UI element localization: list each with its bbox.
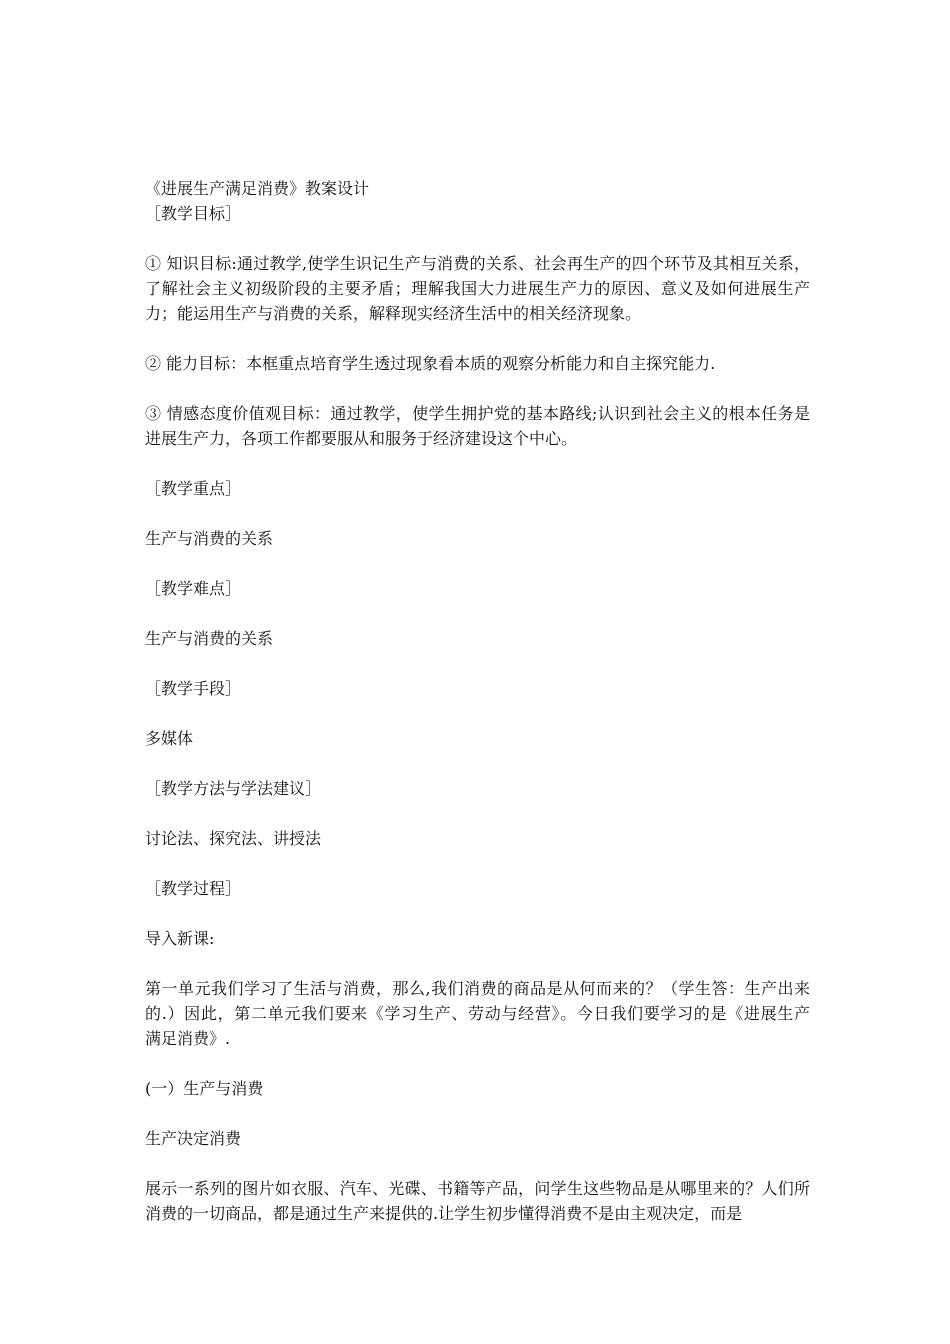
- spacer: [145, 751, 810, 776]
- spacer: [145, 901, 810, 926]
- spacer: [145, 851, 810, 876]
- methods-content: 讨论法、探究法、讲授法: [145, 829, 322, 848]
- section-heading-goals: ［教学目标］: [145, 204, 242, 223]
- goal-knowledge: ① 知识目标:通过教学,使学生识记生产与消费的关系、社会再生产的四个环节及其相互关系，了解社会主义初级阶段的主要矛盾；理解我国大力进展生产力的原因、意义及如何进展生产力；能运用生产与消费的关系，解释现实经济生活中的相关经济现象。: [145, 254, 810, 323]
- intro-text: 第一单元我们学习了生活与消费，那么,我们消费的商品是从何而来的？（学生答：生产出来的.）因此，第二单元我们要来《学习生产、劳动与经营》。今日我们要学习的是《进展生产 满足消费》.: [145, 979, 827, 1048]
- spacer: [145, 451, 810, 476]
- spacer: [145, 801, 810, 826]
- key-content: 生产与消费的关系: [145, 529, 274, 548]
- section-heading-difficult: ［教学难点］: [145, 579, 242, 598]
- spacer: [145, 601, 810, 626]
- part1-heading: (一）生产与消费: [145, 1079, 264, 1098]
- section-heading-methods: ［教学方法与学法建议］: [145, 779, 322, 798]
- part1-subheading: 生产决定消费: [145, 1129, 242, 1148]
- spacer: [145, 701, 810, 726]
- spacer: [145, 951, 810, 976]
- section-heading-key: ［教学重点］: [145, 479, 242, 498]
- spacer: [145, 1051, 810, 1076]
- spacer: [145, 326, 810, 351]
- goal-attitude: ③ 情感态度价值观目标：通过教学，使学生拥护党的基本路线;认识到社会主义的根本任务是进展生产力，各项工作都要服从和服务于经济建设这个中心。: [145, 404, 810, 448]
- document-body: [145, 176, 827, 1226]
- means-content: 多媒体: [145, 729, 194, 748]
- spacer: [145, 226, 810, 251]
- spacer: [145, 376, 810, 401]
- section-heading-means: ［教学手段］: [145, 679, 242, 698]
- section-heading-process: ［教学过程］: [145, 879, 242, 898]
- spacer: [145, 501, 810, 526]
- spacer: [145, 651, 810, 676]
- goal-ability: ② 能力目标：本框重点培育学生透过现象看本质的观察分析能力和自主探究能力.: [145, 354, 716, 373]
- part1-text: 展示一系列的图片如衣服、汽车、光碟、书籍等产品，问学生这些物品是从哪里来的？人们所消费的一切商品，都是通过生产来提供的.让学生初步懂得消费不是由主观决定，而是: [145, 1179, 810, 1223]
- intro-heading: 导入新课:: [145, 929, 215, 948]
- difficult-content: 生产与消费的关系: [145, 629, 274, 648]
- document-title: 《进展生产满足消费》教案设计: [145, 179, 370, 198]
- spacer: [145, 551, 810, 576]
- spacer: [145, 1151, 810, 1176]
- spacer: [145, 1101, 810, 1126]
